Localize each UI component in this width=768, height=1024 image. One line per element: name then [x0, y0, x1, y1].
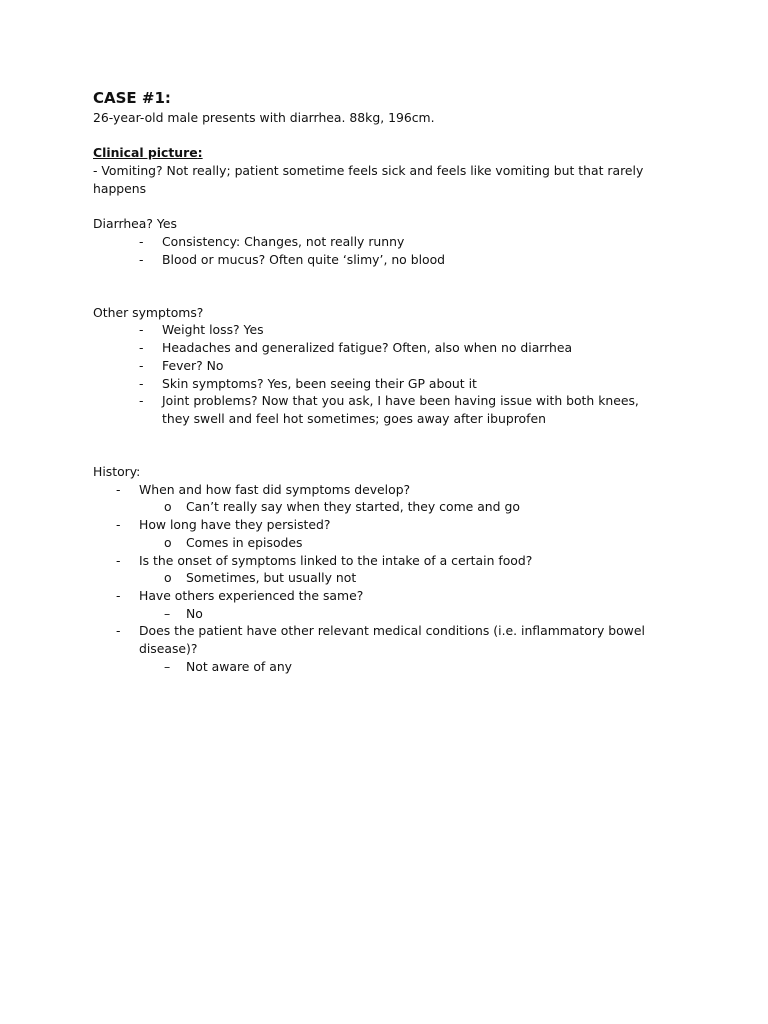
document-page [93, 88, 693, 675]
other-symptoms-heading: Other symptoms? [93, 304, 204, 320]
circle-bullet-marker: o [164, 534, 172, 550]
clinical-picture-heading [93, 144, 693, 162]
history-answer [93, 605, 693, 623]
case-title: CASE #1: [93, 89, 171, 107]
dash-marker: - [116, 552, 121, 568]
list-item-text: Weight loss? Yes [162, 322, 264, 338]
question-text: When and how fast did symptoms develop? [139, 481, 411, 497]
answer-text: No [186, 605, 203, 621]
history-question [93, 552, 693, 570]
diarrhea-heading: Diarrhea? Yes [93, 216, 177, 232]
circle-bullet-marker: o [164, 499, 172, 515]
history-question [93, 587, 693, 605]
list-item [93, 375, 693, 393]
dash-marker: - [116, 623, 121, 639]
history-answer [93, 534, 693, 552]
history-question-continuation [93, 640, 693, 658]
dash-marker: - [139, 251, 144, 267]
list-item-text: Consistency: Changes, not really runny [162, 233, 405, 249]
dash-marker: - [116, 587, 121, 603]
case-intro: 26-year-old male presents with diarrhea. 88kg, 196cm. [93, 110, 435, 125]
answer-text: Sometimes, but usually not [186, 570, 357, 586]
clinical-picture-colon: : [197, 145, 203, 161]
dash-marker: - [139, 375, 144, 391]
question-text: Have others experienced the same? [139, 587, 364, 603]
list-item-continuation [93, 410, 693, 428]
list-item-text: Headaches and generalized fatigue? Often, also when no diarrhea [162, 340, 573, 356]
dash-marker: - [116, 481, 121, 497]
dash-marker: - [139, 393, 144, 409]
list-item-text: Joint problems? Now that you ask, I have been having issue with both knees, [162, 393, 639, 409]
list-item [93, 339, 693, 357]
dash-marker: - [139, 357, 144, 373]
history-answer [93, 569, 693, 587]
en-dash-marker: – [164, 605, 171, 621]
question-text: How long have they persisted? [139, 517, 331, 533]
list-item-text: Fever? No [162, 357, 224, 373]
history-question [93, 622, 693, 640]
list-item [93, 321, 693, 339]
dash-marker: - [116, 517, 121, 533]
history-answer [93, 498, 693, 516]
question-text: disease)? [139, 641, 198, 657]
list-item-text: they swell and feel hot sometimes; goes away after ibuprofen [162, 410, 546, 426]
list-item [93, 233, 693, 251]
list-item-text: Blood or mucus? Often quite ‘slimy’, no blood [162, 251, 446, 267]
list-item [93, 357, 693, 375]
dash-marker: - [139, 233, 144, 249]
clinical-picture-label: Clinical picture [93, 145, 198, 161]
vomiting-line: - Vomiting? Not really; patient sometime feels sick and feels like vomiting but that rarely [93, 163, 644, 179]
dash-marker: - [139, 322, 144, 338]
circle-bullet-marker: o [164, 570, 172, 586]
answer-text: Can’t really say when they started, they come and go [186, 499, 520, 515]
list-item-text: Skin symptoms? Yes, been seeing their GP about it [162, 375, 477, 391]
history-answer [93, 658, 693, 676]
answer-text: Comes in episodes [186, 534, 303, 550]
list-item [93, 392, 693, 410]
history-question [93, 516, 693, 534]
history-heading: History: [93, 464, 141, 479]
list-item [93, 251, 693, 269]
en-dash-marker: – [164, 658, 171, 674]
history-question [93, 481, 693, 499]
vomiting-line-continuation: happens [93, 180, 147, 196]
question-text: Is the onset of symptoms linked to the intake of a certain food? [139, 552, 533, 568]
answer-text: Not aware of any [186, 658, 293, 674]
question-text: Does the patient have other relevant medical conditions (i.e. inflammatory bowel [139, 623, 645, 639]
dash-marker: - [139, 340, 144, 356]
